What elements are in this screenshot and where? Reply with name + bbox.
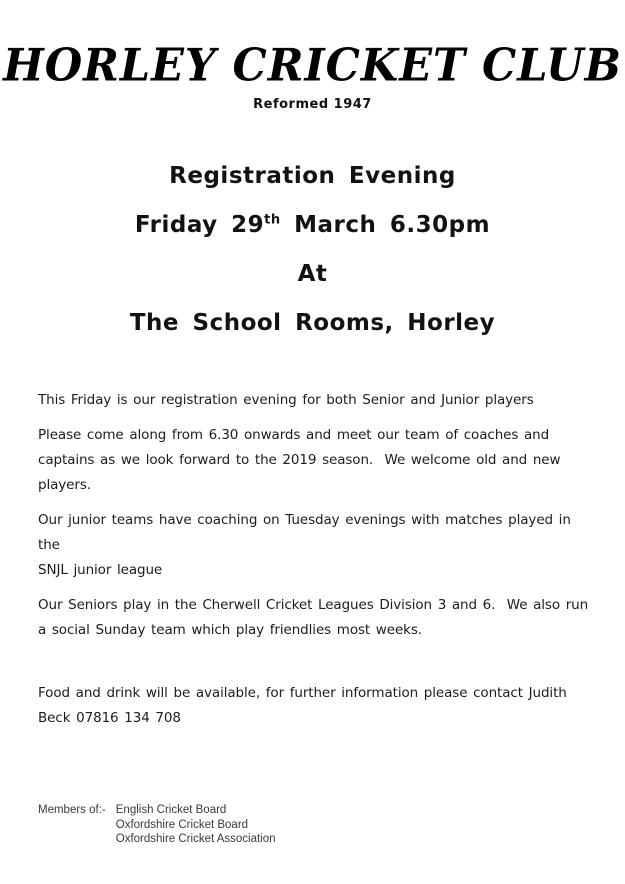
paragraph-line: SNJL junior league: [38, 562, 163, 578]
body-paragraph: [38, 388, 595, 413]
event-date-prefix: Friday 29: [134, 212, 265, 238]
club-subtitle: Reformed 1947: [253, 97, 372, 112]
event-date-ordinal: th: [264, 212, 281, 228]
paragraph-line: captains as we look forward to the 2019 season. We welcome old and new: [38, 452, 561, 468]
event-heading-registration: Registration Evening: [169, 163, 456, 189]
body-paragraph-contact: [38, 681, 595, 731]
paragraph-line: players.: [38, 477, 91, 493]
paragraph-line: Our Seniors play in the Cherwell Cricket Leagues Division 3 and 6. We also run: [38, 597, 589, 613]
paragraph-line: Please come along from 6.30 onwards and meet our team of coaches and: [38, 427, 550, 443]
body-paragraph: [38, 508, 595, 583]
membership-item: Oxfordshire Cricket Board: [115, 818, 249, 831]
body-paragraph: [38, 593, 595, 643]
paragraph-line: Beck 07816 134 708: [38, 710, 181, 726]
membership-item: Oxfordshire Cricket Association: [115, 833, 276, 845]
membership-item: English Cricket Board: [115, 804, 227, 816]
body-paragraph: [38, 423, 595, 498]
body-text: [38, 388, 595, 731]
paragraph-line: Food and drink will be available, for further information please contact Judith: [38, 685, 567, 701]
event-date-suffix: March 6.30pm: [280, 212, 491, 238]
memberships-label: Members of:-: [38, 804, 106, 816]
event-heading-at: At: [297, 261, 328, 287]
memberships-footer: [38, 803, 276, 847]
paragraph-line: a social Sunday team which play friendlies most weeks.: [38, 622, 422, 638]
paragraph-line: Our junior teams have coaching on Tuesday evenings with matches played in the: [38, 512, 577, 553]
event-heading-venue: The School Rooms, Horley: [129, 310, 496, 336]
event-details: [0, 162, 625, 337]
event-heading-date: [0, 211, 625, 239]
paragraph-line: This Friday is our registration evening for both Senior and Junior players: [38, 392, 534, 408]
club-title: HORLEY CRICKET CLUB: [3, 40, 622, 92]
memberships-list: [116, 803, 276, 847]
